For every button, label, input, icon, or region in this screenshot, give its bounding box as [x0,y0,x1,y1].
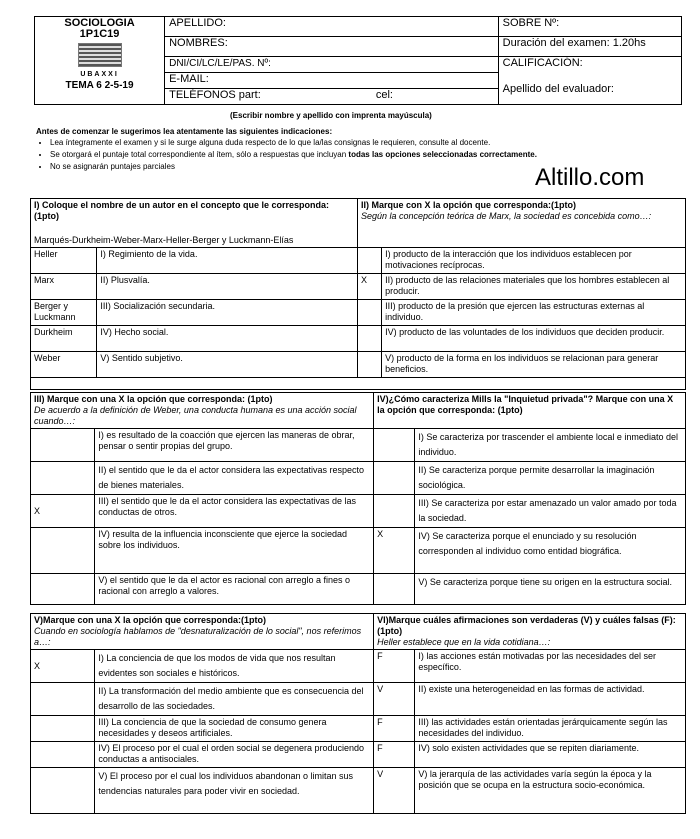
field-calificacion: CALIFICACIÓN: [502,57,583,69]
q4-option: I) Se caracteriza por trascender el ambiente local e inmediato del individuo. [415,429,686,462]
exam-header [34,16,682,105]
logo-text: UBAXXI [80,71,119,78]
q1-concept: I) Regimiento de la vida. [97,248,358,274]
q1-concept: IV) Hecho social. [97,326,358,352]
q1-authors: Marqués-Durkheim-Weber-Marx-Heller-Berger y Luckmann-Elías [34,235,294,245]
q1-answer[interactable]: Marx [31,274,97,300]
q1-header [31,199,358,248]
q4-mark[interactable] [374,495,415,528]
q1-answer[interactable]: Weber [31,352,97,378]
spacer-row [31,378,686,390]
q6-subtitle: Heller establece que en la vida cotidiana…: [377,637,551,647]
q6-mark[interactable]: F [374,650,415,683]
course-info [35,17,165,105]
q5-option: II) La transformación del medio ambiente que es consecuencia del desarrollo de las sociedades. [95,683,374,716]
q6-mark[interactable]: V [374,768,415,814]
q6-title: VI)Marque cuáles afirmaciones son verdaderas (V) y cuáles falsas (F):(1pto) [377,615,676,636]
q3-header [31,393,374,429]
q1-concept: II) Plusvalía. [97,274,358,300]
q6-option: III) las actividades están orientadas jerárquicamente según las necesidades del individuo. [415,716,686,742]
subject: SOCIOLOGIA [64,17,135,29]
q5-option: IV) El proceso por el cual el orden social se degenera produciendo conductas a antisociales. [95,742,374,768]
field-dni[interactable]: DNI/CI/LC/LE/PAS. Nº: [165,57,499,73]
q5-mark[interactable] [31,768,95,814]
q5-subtitle: Cuando en sociología hablamos de "desnaturalización de lo social", nos referimos a…: [34,626,362,647]
telefonos-label: TELÉFONOS part: [169,89,261,101]
field-evaluador: Apellido del evaluador: [502,83,614,95]
q6-header [374,614,686,650]
q6-mark[interactable]: F [374,716,415,742]
q2-option: IV) producto de las voluntades de los individuos que deciden producir. [382,326,686,352]
q4-option: III) Se caracteriza por estar amenazado un valor amado por toda la sociedad. [415,495,686,528]
q3-option: III) el sentido que le da el actor considera las expectativas de las conductas de otros. [95,495,374,528]
field-apellido[interactable]: APELLIDO: [165,17,499,37]
q2-mark[interactable] [357,352,381,378]
topic: TEMA 6 2-5-19 [65,80,134,91]
q4-mark[interactable]: X [374,528,415,574]
q3-title: III) Marque con una X la opción que corresponda: (1pto) [34,394,273,404]
q1-answer[interactable]: Heller [31,248,97,274]
q6-option: IV) solo existen actividades que se repiten diariamente. [415,742,686,768]
q3-option: I) es resultado de la coacción que ejercen las maneras de obrar, pensar o sentir propias del grupo. [95,429,374,462]
ubaxxi-logo-icon [78,43,122,67]
q4-mark[interactable] [374,574,415,605]
cel-label: cel: [375,89,393,101]
q1-answer[interactable]: Berger y Luckmann [31,300,97,326]
q4-option: V) Se caracteriza porque tiene su origen en la estructura social. [415,574,686,605]
q3-mark[interactable]: X [31,495,95,528]
q2-mark[interactable] [357,300,381,326]
field-email[interactable]: E-MAIL: [165,73,499,89]
q5-mark[interactable]: X [31,650,95,683]
q2-option: II) producto de las relaciones materiales que los hombres establecen al producir. [382,274,686,300]
header-note: (Escribir nombre y apellido con imprenta mayúscula) [230,111,432,120]
field-sobre[interactable]: SOBRE Nº: [498,17,681,37]
watermark: Altillo.com [535,164,645,191]
questions-1-2 [30,198,686,390]
q4-option: II) Se caracteriza porque permite desarrollar la imaginación sociológica. [415,462,686,495]
q5-mark[interactable] [31,742,95,768]
q3-mark[interactable] [31,429,95,462]
q5-option: I) La conciencia de que los modos de vida que nos resultan evidentes son sociales e históricos. [95,650,374,683]
q1-answer[interactable]: Durkheim [31,326,97,352]
q2-subtitle: Según la concepción teórica de Marx, la sociedad es concebida como…: [360,211,652,221]
instructions-title: Antes de comenzar le sugerimos lea atentamente las siguientes indicaciones: [36,127,333,136]
q4-mark[interactable] [374,429,415,462]
q2-header [357,199,685,248]
q3-option: II) el sentido que le da el actor considera las expectativas respecto de bienes materiales. [95,462,374,495]
q4-mark[interactable] [374,462,415,495]
q6-mark[interactable]: F [374,742,415,768]
q5-option: V) El proceso por el cual los individuos abandonan o limitan sus tendencias naturales para poder vivir en sociedad. [95,768,374,814]
field-telefonos[interactable] [165,89,499,105]
q2-mark[interactable]: X [357,274,381,300]
instruction-item: • No se asignarán puntajes parciales [50,162,656,171]
q3-mark[interactable] [31,574,95,605]
q5-mark[interactable] [31,716,95,742]
course-code: 1P1C19 [79,28,120,40]
field-duracion: Duración del examen: 1.20hs [498,37,681,57]
q6-mark[interactable]: V [374,683,415,716]
q5-option: III) La conciencia de que la sociedad de consumo genera necesidades y deseos artificiales. [95,716,374,742]
instruction-item: • Lea íntegramente el examen y si le surge alguna duda respecto de lo que la/las consignas le requieren, consulte al docente. [50,138,656,147]
q3-option: IV) resulta de la influencia inconsciente que ejerce la sociedad sobre los individuos. [95,528,374,574]
q1-title: I) Coloque el nombre de un autor en el concepto que le corresponda:(1pto) [34,200,330,221]
q6-option: II) existe una heterogeneidad en las formas de actividad. [415,683,686,716]
q2-mark[interactable] [357,326,381,352]
q2-option: V) producto de la forma en los individuos se relacionan para generar beneficios. [382,352,686,378]
q3-mark[interactable] [31,462,95,495]
field-nombres[interactable]: NOMBRES: [165,37,499,57]
q2-title: II) Marque con X la opción que corresponda:(1pto) [360,200,576,210]
q4-option: IV) Se caracteriza porque el enunciado y su resolución corresponden al individuo como entidad biográfica. [415,528,686,574]
q2-option: I) producto de la interacción que los individuos establecen por motivaciones recíprocas. [382,248,686,274]
questions-5-6 [30,613,686,814]
q3-mark[interactable] [31,528,95,574]
q1-concept: III) Socialización secundaria. [97,300,358,326]
q1-concept: V) Sentido subjetivo. [97,352,358,378]
q4-title: IV)¿Cómo caracteriza Mills la "Inquietud privada"? Marque con una X la opción que corresponda: (1pto) [374,393,686,429]
q3-subtitle: De acuerdo a la definición de Weber, una conducta humana es una acción social cuando…: [34,405,357,426]
q5-title: V)Marque con una X la opción que corresponda:(1pto) [34,615,267,625]
q2-option: III) producto de la presión que ejercen las estructuras externas al individuo. [382,300,686,326]
calificacion-box[interactable] [498,57,681,105]
q5-mark[interactable] [31,683,95,716]
questions-3-4 [30,392,686,605]
q3-option: V) el sentido que le da el actor es racional con arreglo a fines o racional con arreglo a valores. [95,574,374,605]
q6-option: I) las acciones están motivadas por las necesidades del ser específico. [415,650,686,683]
instruction-item: • Se otorgará el puntaje total correspondiente al ítem, sólo a respuestas que incluyan todas las opciones seleccionadas correctamente. [50,150,656,159]
q2-mark[interactable] [357,248,381,274]
q6-option: V) la jerarquía de las actividades varía según la época y la posición que se ocupa en la estructura socio-económica. [415,768,686,814]
q5-header [31,614,374,650]
